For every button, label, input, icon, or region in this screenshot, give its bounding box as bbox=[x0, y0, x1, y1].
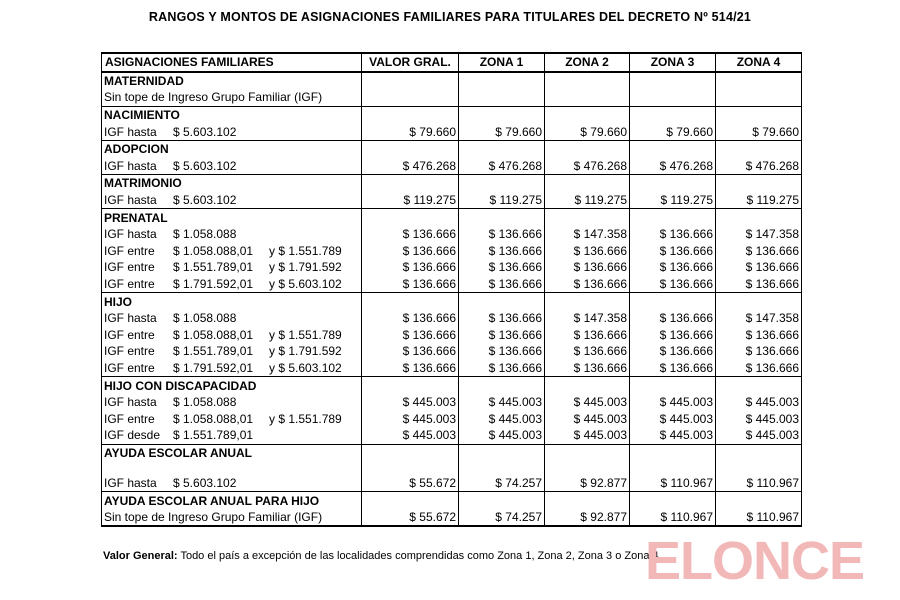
row-label bbox=[102, 226, 362, 243]
empty-cell bbox=[545, 140, 630, 157]
row-label bbox=[102, 276, 362, 293]
amount-cell: $ 136.666 bbox=[630, 360, 716, 377]
amount-cell: $ 136.666 bbox=[459, 276, 545, 293]
amount-cell: $ 136.666 bbox=[459, 327, 545, 344]
empty-cell bbox=[630, 377, 716, 394]
label-part: $ 5.603.102 bbox=[173, 124, 237, 139]
row-label bbox=[102, 343, 362, 360]
empty-cell bbox=[545, 106, 630, 123]
header-asignaciones: ASIGNACIONES FAMILIARES bbox=[102, 53, 362, 72]
amount-cell: $ 74.257 bbox=[459, 509, 545, 527]
amount-cell: $ 445.003 bbox=[459, 427, 545, 444]
table-row bbox=[102, 310, 802, 327]
amount-cell: $ 147.358 bbox=[545, 310, 630, 327]
empty-cell bbox=[545, 209, 630, 226]
amount-cell: $ 136.666 bbox=[545, 259, 630, 276]
amount-cell: $ 119.275 bbox=[630, 192, 716, 209]
amount-cell: $ 136.666 bbox=[362, 327, 459, 344]
section-header-row bbox=[102, 72, 802, 90]
amount-cell: $ 136.666 bbox=[630, 276, 716, 293]
amount-cell: $ 92.877 bbox=[545, 509, 630, 527]
amount-cell: $ 476.268 bbox=[362, 158, 459, 175]
row-label bbox=[102, 89, 362, 106]
row-label bbox=[102, 158, 362, 175]
empty-cell bbox=[545, 444, 630, 461]
section-header-row bbox=[102, 293, 802, 310]
label-part: IGF hasta bbox=[104, 227, 157, 242]
row-label bbox=[102, 192, 362, 209]
section-header-row bbox=[102, 444, 802, 461]
amount-cell: $ 136.666 bbox=[362, 360, 459, 377]
section-title: MATERNIDAD bbox=[102, 72, 362, 90]
header-zona-1: ZONA 1 bbox=[459, 53, 545, 72]
amount-cell bbox=[716, 89, 802, 106]
amount-cell: $ 136.666 bbox=[716, 259, 802, 276]
amount-cell: $ 136.666 bbox=[362, 226, 459, 243]
row-label bbox=[102, 461, 362, 492]
empty-cell bbox=[630, 492, 716, 509]
table-row bbox=[102, 243, 802, 260]
empty-cell bbox=[362, 175, 459, 192]
row-label bbox=[102, 509, 362, 527]
empty-cell bbox=[716, 377, 802, 394]
section-header-row bbox=[102, 492, 802, 509]
amount-cell: $ 136.666 bbox=[459, 259, 545, 276]
table-row bbox=[102, 327, 802, 344]
row-label bbox=[102, 327, 362, 344]
label-part: $ 5.603.102 bbox=[173, 476, 237, 491]
row-label bbox=[102, 310, 362, 327]
header-valor-gral: VALOR GRAL. bbox=[362, 53, 459, 72]
section-title: MATRIMONIO bbox=[102, 175, 362, 192]
label-part: Sin tope de Ingreso Grupo Familiar (IGF) bbox=[104, 510, 323, 525]
amount-cell: $ 445.003 bbox=[362, 394, 459, 411]
amount-cell: $ 136.666 bbox=[362, 343, 459, 360]
section-header-row bbox=[102, 209, 802, 226]
amount-cell: $ 79.660 bbox=[459, 123, 545, 140]
label-part: Sin tope de Ingreso Grupo Familiar (IGF) bbox=[104, 90, 323, 105]
amount-cell: $ 136.666 bbox=[630, 259, 716, 276]
empty-cell bbox=[459, 377, 545, 394]
empty-cell bbox=[716, 72, 802, 90]
amount-cell: $ 79.660 bbox=[630, 123, 716, 140]
label-part: $ 1.058.088,01 bbox=[173, 243, 254, 258]
amount-cell: $ 79.660 bbox=[362, 123, 459, 140]
empty-cell bbox=[545, 175, 630, 192]
amount-cell: $ 476.268 bbox=[545, 158, 630, 175]
amount-cell: $ 136.666 bbox=[630, 226, 716, 243]
label-part: $ 1.791.592,01 bbox=[173, 277, 254, 292]
label-part: $ 1.791.592,01 bbox=[173, 360, 254, 375]
empty-cell bbox=[459, 293, 545, 310]
empty-cell bbox=[716, 444, 802, 461]
section-title: AYUDA ESCOLAR ANUAL PARA HIJO bbox=[102, 492, 362, 509]
amount-cell: $ 136.666 bbox=[716, 343, 802, 360]
label-part: y $ 1.551.789 bbox=[269, 411, 342, 426]
amount-cell: $ 136.666 bbox=[630, 327, 716, 344]
label-part: IGF entre bbox=[104, 344, 155, 359]
table-header-row bbox=[102, 53, 802, 72]
empty-cell bbox=[545, 72, 630, 90]
amount-cell: $ 55.672 bbox=[362, 461, 459, 492]
label-part: y $ 1.791.592 bbox=[269, 260, 342, 275]
row-label bbox=[102, 243, 362, 260]
label-part: $ 1.551.789,01 bbox=[173, 344, 254, 359]
empty-cell bbox=[362, 106, 459, 123]
section-header-row bbox=[102, 140, 802, 157]
label-part: IGF entre bbox=[104, 411, 155, 426]
label-part: $ 5.603.102 bbox=[173, 158, 237, 173]
amount-cell bbox=[362, 89, 459, 106]
elonce-logo-text: ELONCE bbox=[645, 531, 865, 587]
amount-cell: $ 136.666 bbox=[630, 243, 716, 260]
empty-cell bbox=[362, 72, 459, 90]
empty-cell bbox=[716, 175, 802, 192]
amount-cell: $ 136.666 bbox=[545, 243, 630, 260]
label-part: IGF hasta bbox=[104, 193, 157, 208]
amount-cell: $ 445.003 bbox=[630, 410, 716, 427]
header-zona-3: ZONA 3 bbox=[630, 53, 716, 72]
section-title: AYUDA ESCOLAR ANUAL bbox=[102, 444, 362, 461]
empty-cell bbox=[362, 140, 459, 157]
table-row bbox=[102, 509, 802, 527]
label-part: IGF entre bbox=[104, 360, 155, 375]
empty-cell bbox=[362, 293, 459, 310]
amount-cell: $ 147.358 bbox=[545, 226, 630, 243]
amount-cell: $ 445.003 bbox=[630, 394, 716, 411]
table-row bbox=[102, 192, 802, 209]
amount-cell: $ 476.268 bbox=[630, 158, 716, 175]
label-part: y $ 1.551.789 bbox=[269, 243, 342, 258]
table-row bbox=[102, 276, 802, 293]
amount-cell: $ 136.666 bbox=[545, 327, 630, 344]
page-title: RANGOS Y MONTOS DE ASIGNACIONES FAMILIARES PARA TITULARES DEL DECRETO Nº 514/21 bbox=[148, 10, 752, 24]
label-part: $ 5.603.102 bbox=[173, 193, 237, 208]
amount-cell: $ 476.268 bbox=[716, 158, 802, 175]
amount-cell: $ 119.275 bbox=[362, 192, 459, 209]
empty-cell bbox=[459, 492, 545, 509]
amount-cell: $ 445.003 bbox=[630, 427, 716, 444]
amount-cell: $ 445.003 bbox=[459, 410, 545, 427]
row-label bbox=[102, 360, 362, 377]
amount-cell: $ 136.666 bbox=[459, 360, 545, 377]
label-part: IGF hasta bbox=[104, 158, 157, 173]
amount-cell: $ 74.257 bbox=[459, 461, 545, 492]
label-part: $ 1.551.789,01 bbox=[173, 428, 254, 443]
amount-cell: $ 119.275 bbox=[459, 192, 545, 209]
amount-cell: $ 136.666 bbox=[362, 310, 459, 327]
empty-cell bbox=[630, 72, 716, 90]
amount-cell: $ 110.967 bbox=[716, 461, 802, 492]
amount-cell: $ 110.967 bbox=[630, 509, 716, 527]
label-part: $ 1.551.789,01 bbox=[173, 260, 254, 275]
footer-note bbox=[103, 550, 662, 562]
row-label bbox=[102, 394, 362, 411]
amount-cell bbox=[459, 89, 545, 106]
amount-cell: $ 445.003 bbox=[716, 427, 802, 444]
footer-label: Valor General: bbox=[103, 550, 178, 562]
empty-cell bbox=[545, 492, 630, 509]
amount-cell: $ 445.003 bbox=[362, 427, 459, 444]
amount-cell: $ 136.666 bbox=[362, 276, 459, 293]
empty-cell bbox=[459, 72, 545, 90]
empty-cell bbox=[459, 175, 545, 192]
amount-cell: $ 79.660 bbox=[545, 123, 630, 140]
table-row bbox=[102, 461, 802, 492]
empty-cell bbox=[459, 106, 545, 123]
empty-cell bbox=[459, 140, 545, 157]
amount-cell: $ 79.660 bbox=[716, 123, 802, 140]
label-part: IGF entre bbox=[104, 277, 155, 292]
amount-cell: $ 136.666 bbox=[716, 327, 802, 344]
amount-cell: $ 136.666 bbox=[630, 343, 716, 360]
row-label bbox=[102, 427, 362, 444]
empty-cell bbox=[630, 209, 716, 226]
empty-cell bbox=[716, 140, 802, 157]
label-part: IGF desde bbox=[104, 428, 161, 443]
empty-cell bbox=[545, 377, 630, 394]
elonce-logo bbox=[645, 527, 887, 587]
row-label bbox=[102, 259, 362, 276]
section-title: HIJO CON DISCAPACIDAD bbox=[102, 377, 362, 394]
label-part: IGF hasta bbox=[104, 395, 157, 410]
amount-cell: $ 136.666 bbox=[716, 360, 802, 377]
table-row bbox=[102, 410, 802, 427]
empty-cell bbox=[630, 293, 716, 310]
label-part: y $ 5.603.102 bbox=[269, 277, 342, 292]
label-part: y $ 5.603.102 bbox=[269, 360, 342, 375]
label-part: $ 1.058.088,01 bbox=[173, 411, 254, 426]
empty-cell bbox=[630, 175, 716, 192]
amount-cell: $ 110.967 bbox=[716, 509, 802, 527]
empty-cell bbox=[630, 140, 716, 157]
empty-cell bbox=[545, 293, 630, 310]
section-title: ADOPCION bbox=[102, 140, 362, 157]
section-header-row bbox=[102, 377, 802, 394]
label-part: $ 1.058.088 bbox=[173, 311, 237, 326]
amount-cell: $ 136.666 bbox=[459, 310, 545, 327]
amount-cell: $ 136.666 bbox=[545, 276, 630, 293]
amount-cell: $ 136.666 bbox=[545, 360, 630, 377]
header-zona-4: ZONA 4 bbox=[716, 53, 802, 72]
allowances-table bbox=[101, 52, 802, 527]
label-part: IGF entre bbox=[104, 260, 155, 275]
label-part: IGF entre bbox=[104, 243, 155, 258]
amount-cell: $ 445.003 bbox=[545, 410, 630, 427]
amount-cell: $ 92.877 bbox=[545, 461, 630, 492]
amount-cell: $ 445.003 bbox=[545, 394, 630, 411]
empty-cell bbox=[716, 106, 802, 123]
empty-cell bbox=[459, 444, 545, 461]
empty-cell bbox=[362, 492, 459, 509]
amount-cell: $ 119.275 bbox=[716, 192, 802, 209]
label-part: y $ 1.551.789 bbox=[269, 327, 342, 342]
amount-cell: $ 110.967 bbox=[630, 461, 716, 492]
amount-cell: $ 136.666 bbox=[459, 243, 545, 260]
section-title: PRENATAL bbox=[102, 209, 362, 226]
empty-cell bbox=[630, 106, 716, 123]
empty-cell bbox=[716, 492, 802, 509]
label-part: $ 1.058.088 bbox=[173, 395, 237, 410]
header-zona-2: ZONA 2 bbox=[545, 53, 630, 72]
label-part: y $ 1.791.592 bbox=[269, 344, 342, 359]
amount-cell: $ 445.003 bbox=[459, 394, 545, 411]
table-row bbox=[102, 427, 802, 444]
amount-cell: $ 476.268 bbox=[459, 158, 545, 175]
table-row bbox=[102, 394, 802, 411]
amount-cell: $ 136.666 bbox=[459, 343, 545, 360]
row-label bbox=[102, 410, 362, 427]
amount-cell: $ 136.666 bbox=[459, 226, 545, 243]
table-body bbox=[102, 72, 802, 527]
empty-cell bbox=[362, 209, 459, 226]
empty-cell bbox=[362, 377, 459, 394]
amount-cell: $ 136.666 bbox=[545, 343, 630, 360]
section-header-row bbox=[102, 175, 802, 192]
label-part: IGF hasta bbox=[104, 124, 157, 139]
table-row bbox=[102, 343, 802, 360]
label-part: IGF hasta bbox=[104, 311, 157, 326]
amount-cell: $ 55.672 bbox=[362, 509, 459, 527]
amount-cell: $ 136.666 bbox=[716, 276, 802, 293]
section-title: NACIMIENTO bbox=[102, 106, 362, 123]
empty-cell bbox=[716, 293, 802, 310]
amount-cell bbox=[545, 89, 630, 106]
table-row bbox=[102, 123, 802, 140]
empty-cell bbox=[716, 209, 802, 226]
table-row bbox=[102, 158, 802, 175]
amount-cell: $ 445.003 bbox=[362, 410, 459, 427]
label-part: IGF entre bbox=[104, 327, 155, 342]
amount-cell bbox=[630, 89, 716, 106]
section-title: HIJO bbox=[102, 293, 362, 310]
table-row bbox=[102, 89, 802, 106]
footer-text: Todo el país a excepción de las localidades comprendidas como Zona 1, Zona 2, Zona 3 o Zona 4. bbox=[177, 550, 662, 562]
amount-cell: $ 445.003 bbox=[716, 394, 802, 411]
empty-cell bbox=[362, 444, 459, 461]
table-row bbox=[102, 259, 802, 276]
empty-cell bbox=[459, 209, 545, 226]
amount-cell: $ 136.666 bbox=[630, 310, 716, 327]
table-row bbox=[102, 226, 802, 243]
amount-cell: $ 136.666 bbox=[362, 243, 459, 260]
amount-cell: $ 147.358 bbox=[716, 310, 802, 327]
amount-cell: $ 147.358 bbox=[716, 226, 802, 243]
label-part: $ 1.058.088 bbox=[173, 227, 237, 242]
empty-cell bbox=[630, 444, 716, 461]
amount-cell: $ 136.666 bbox=[716, 243, 802, 260]
amount-cell: $ 136.666 bbox=[362, 259, 459, 276]
table-row bbox=[102, 360, 802, 377]
section-header-row bbox=[102, 106, 802, 123]
label-part: $ 1.058.088,01 bbox=[173, 327, 254, 342]
row-label bbox=[102, 123, 362, 140]
amount-cell: $ 445.003 bbox=[545, 427, 630, 444]
amount-cell: $ 119.275 bbox=[545, 192, 630, 209]
amount-cell: $ 445.003 bbox=[716, 410, 802, 427]
label-part: IGF hasta bbox=[104, 476, 157, 491]
